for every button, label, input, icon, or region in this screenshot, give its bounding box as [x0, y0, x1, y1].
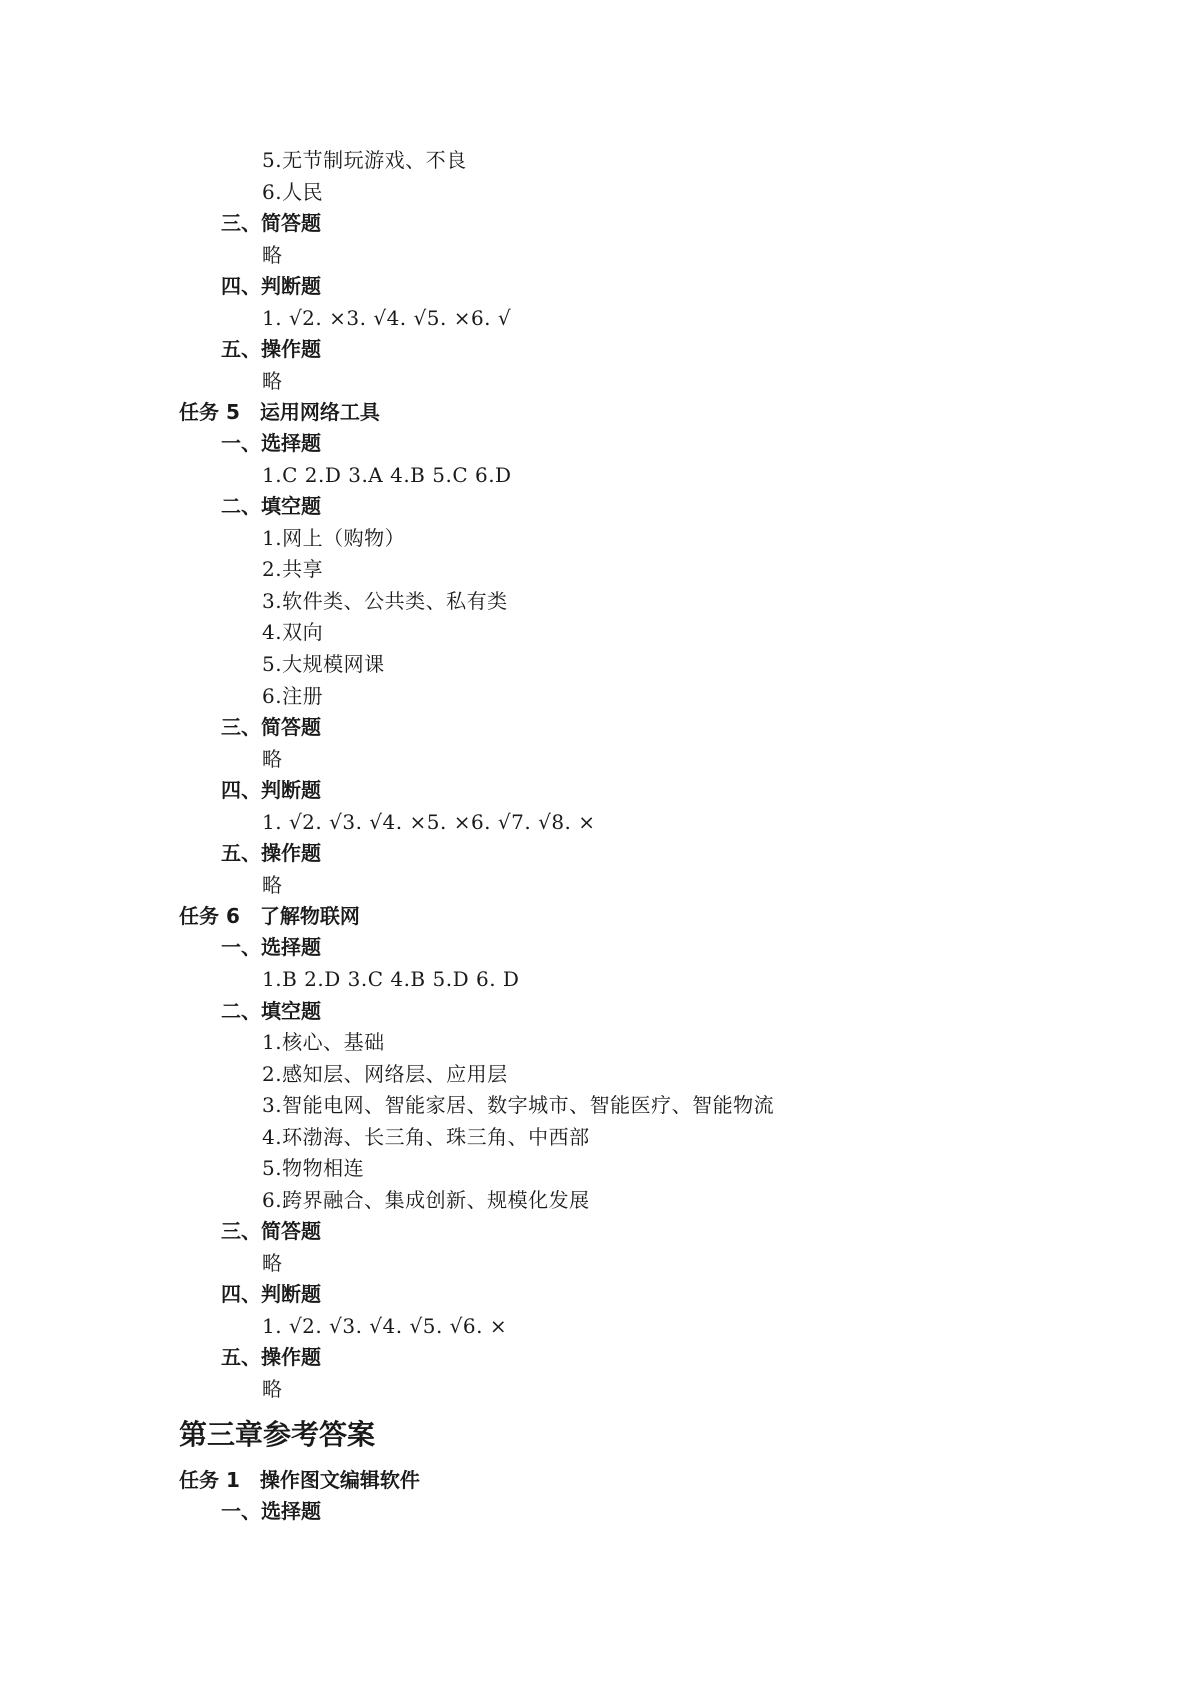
answer-line: 1.网上（购物）: [262, 526, 406, 550]
task-heading: 任务 1 操作图文编辑软件: [179, 1468, 420, 1492]
answer-line: 略: [262, 1377, 283, 1401]
section-heading: 四、判断题: [221, 1282, 321, 1306]
answer-line: 2.感知层、网络层、应用层: [262, 1062, 508, 1086]
answer-line: 3.智能电网、智能家居、数字城市、智能医疗、智能物流: [262, 1093, 775, 1117]
section-heading: 五、操作题: [221, 337, 321, 361]
answer-line: 略: [262, 369, 283, 393]
answer-line: 4.双向: [262, 620, 324, 644]
section-heading: 一、选择题: [221, 935, 321, 959]
chapter-heading: 第三章参考答案: [179, 1418, 376, 1451]
answer-line: 1.C 2.D 3.A 4.B 5.C 6.D: [262, 463, 512, 487]
answer-line: 略: [262, 873, 283, 897]
section-heading: 二、填空题: [221, 999, 321, 1023]
answer-line: 1.B 2.D 3.C 4.B 5.D 6. D: [262, 967, 520, 991]
answer-line: 略: [262, 1251, 283, 1275]
answer-line: 略: [262, 243, 283, 267]
answer-line: 6.人民: [262, 180, 324, 204]
section-heading: 五、操作题: [221, 1345, 321, 1369]
answer-line: 5.大规模网课: [262, 652, 385, 676]
answer-line: 6.跨界融合、集成创新、规模化发展: [262, 1188, 590, 1212]
section-heading: 五、操作题: [221, 841, 321, 865]
answer-line: 1. √2. ×3. √4. √5. ×6. √: [262, 306, 512, 330]
answer-line: 2.共享: [262, 557, 324, 581]
answer-line: 3.软件类、公共类、私有类: [262, 589, 508, 613]
answer-line: 6.注册: [262, 684, 324, 708]
section-heading: 一、选择题: [221, 431, 321, 455]
section-heading: 四、判断题: [221, 274, 321, 298]
section-heading: 三、简答题: [221, 1219, 321, 1243]
answer-line: 略: [262, 747, 283, 771]
answer-line: 5.物物相连: [262, 1156, 365, 1180]
answer-line: 1.核心、基础: [262, 1030, 385, 1054]
answer-line: 5.无节制玩游戏、不良: [262, 148, 467, 172]
section-heading: 四、判断题: [221, 778, 321, 802]
section-heading: 一、选择题: [221, 1499, 321, 1523]
answer-line: 1. √2. √3. √4. √5. √6. ×: [262, 1314, 508, 1338]
section-heading: 三、简答题: [221, 715, 321, 739]
answer-line: 1. √2. √3. √4. ×5. ×6. √7. √8. ×: [262, 810, 596, 834]
section-heading: 三、简答题: [221, 211, 321, 235]
task-heading: 任务 5 运用网络工具: [179, 400, 380, 424]
task-heading: 任务 6 了解物联网: [179, 904, 360, 928]
answer-line: 4.环渤海、长三角、珠三角、中西部: [262, 1125, 590, 1149]
section-heading: 二、填空题: [221, 494, 321, 518]
